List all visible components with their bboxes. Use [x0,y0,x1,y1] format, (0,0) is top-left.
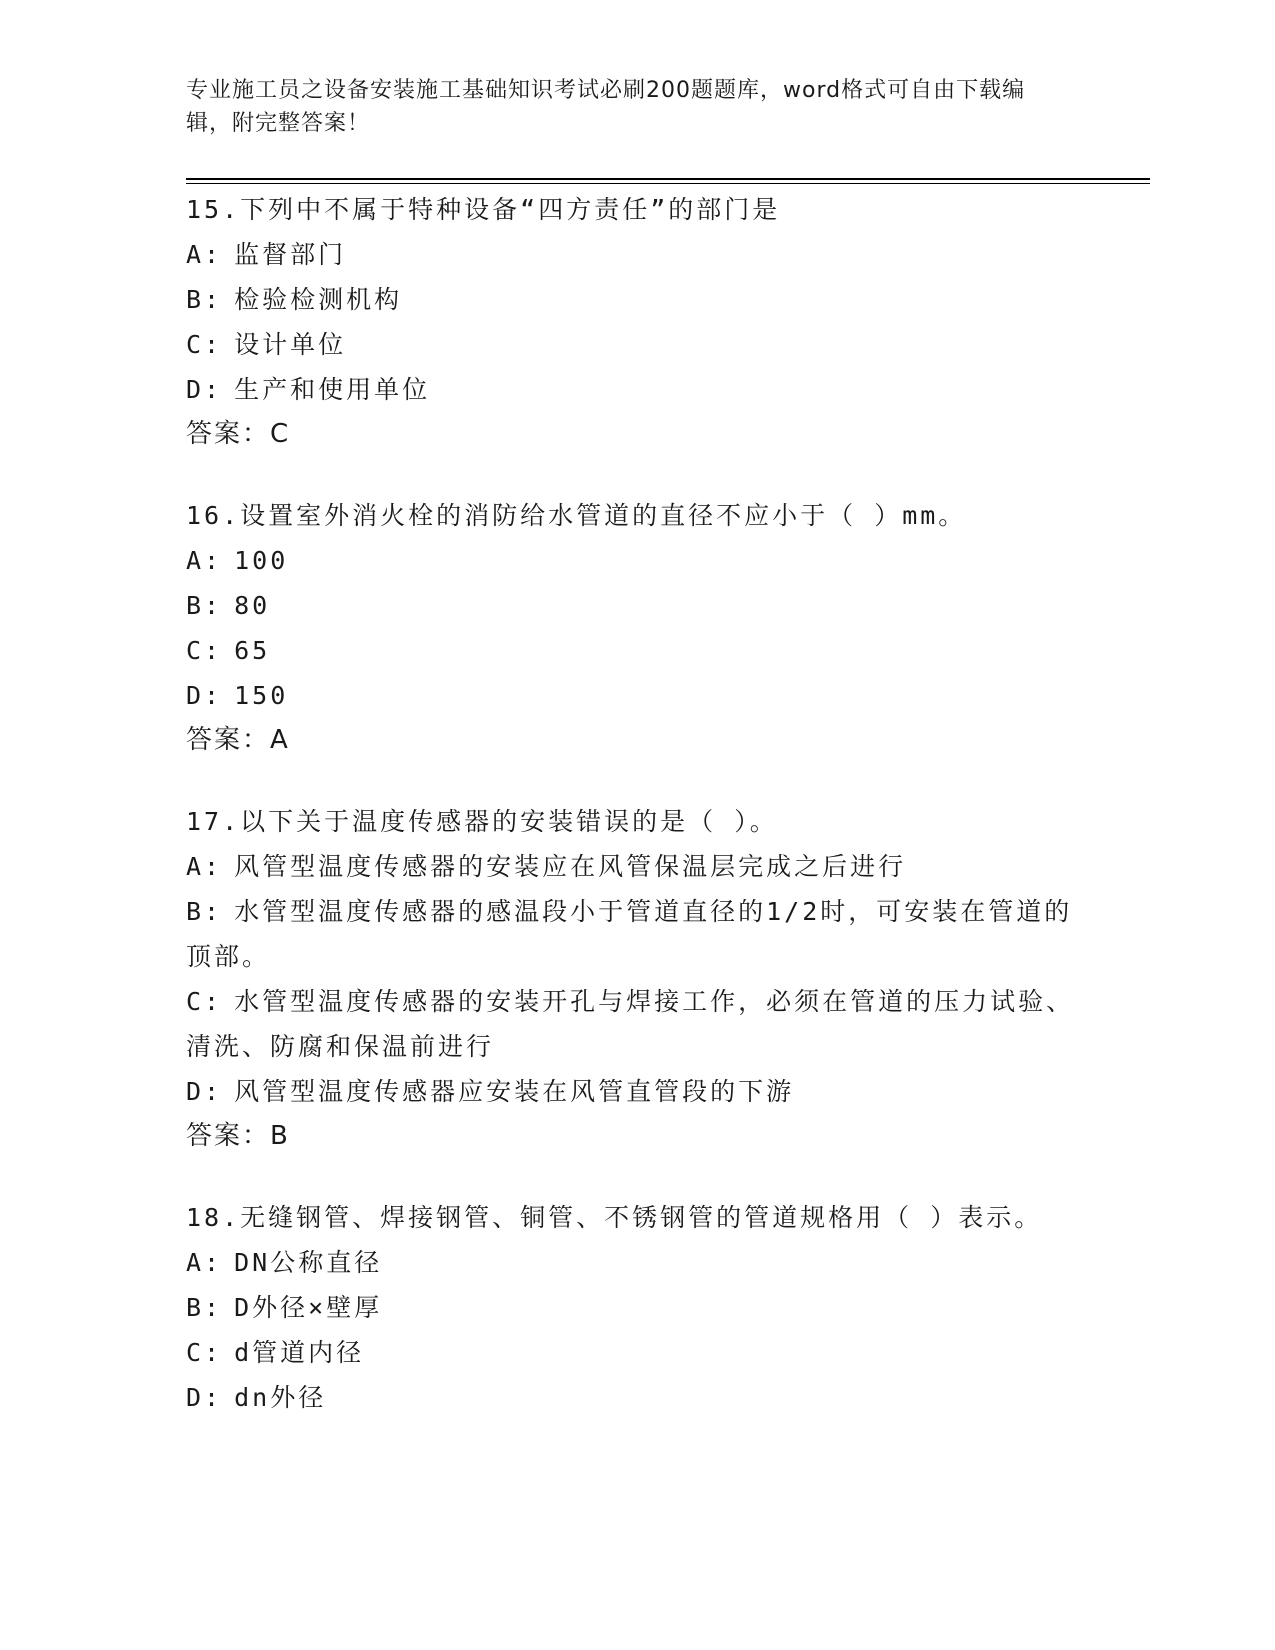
option-b [186,583,1086,628]
option-text: 65 [234,636,271,665]
header-text: 专业施工员之设备安装施工基础知识考试必刷200题题库，word格式可自由下载编辑，附完整答案！ [186,78,1026,136]
option-text: 生产和使用单位 [234,375,431,404]
option-text: 风管型温度传感器的安装应在风管保温层完成之后进行 [234,852,907,881]
question-list [186,187,1086,1456]
option-c [186,322,1086,367]
option-c [186,979,1086,1069]
option-label: B: [186,591,223,620]
option-text: 检验检测机构 [234,285,403,314]
option-label: C: [186,1338,223,1367]
option-a [186,232,1086,277]
question-stem: 17.以下关于温度传感器的安装错误的是（ ）。 [186,807,778,836]
option-text: 150 [234,681,289,710]
option-label: C: [186,330,223,359]
option-label: A: [186,1248,223,1277]
option-c [186,1330,1086,1375]
option-label: B: [186,1293,223,1322]
question-16 [186,493,1086,763]
answer-line: 答案：B [186,1121,290,1151]
option-text: 风管型温度传感器应安装在风管直管段的下游 [234,1077,795,1106]
option-label: A: [186,546,223,575]
option-text: d管道内径 [234,1338,365,1367]
option-b [186,1285,1086,1330]
option-c [186,628,1086,673]
option-a [186,1240,1086,1285]
option-text: 100 [234,546,289,575]
option-label: D: [186,1077,223,1106]
option-b [186,889,1086,979]
header-divider-thin [186,183,1150,184]
option-label: D: [186,375,223,404]
option-d [186,1375,1086,1420]
option-text: 水管型温度传感器的感温段小于管道直径的1/2时，可安装在管道的顶部。 [186,897,1073,971]
header-divider-thick [186,178,1150,180]
option-b [186,277,1086,322]
option-label: C: [186,987,223,1016]
answer-line: 答案：C [186,419,291,449]
document-header [186,74,1066,140]
option-label: B: [186,897,223,926]
option-d [186,367,1086,412]
question-18 [186,1195,1086,1420]
option-label: A: [186,240,223,269]
question-15 [186,187,1086,457]
option-label: A: [186,852,223,881]
option-d [186,673,1086,718]
question-17 [186,799,1086,1159]
option-a [186,844,1086,889]
option-text: 水管型温度传感器的安装开孔与焊接工作，必须在管道的压力试验、清洗、防腐和保温前进行 [186,987,1075,1061]
answer-line: 答案：A [186,725,290,755]
option-label: B: [186,285,223,314]
question-stem: 15.下列中不属于特种设备“四方责任”的部门是 [186,195,781,224]
option-label: D: [186,681,223,710]
question-stem: 16.设置室外消火栓的消防给水管道的直径不应小于（ ）mm。 [186,501,967,530]
option-text: DN公称直径 [234,1248,383,1277]
option-a [186,538,1086,583]
option-label: D: [186,1383,223,1412]
option-label: C: [186,636,223,665]
option-text: 80 [234,591,271,620]
option-text: 监督部门 [234,240,347,269]
option-text: 设计单位 [234,330,347,359]
option-text: dn外径 [234,1383,327,1412]
option-d [186,1069,1086,1114]
option-text: D外径×壁厚 [234,1293,383,1322]
question-stem: 18.无缝钢管、焊接钢管、铜管、不锈钢管的管道规格用（ ）表示。 [186,1203,1043,1232]
